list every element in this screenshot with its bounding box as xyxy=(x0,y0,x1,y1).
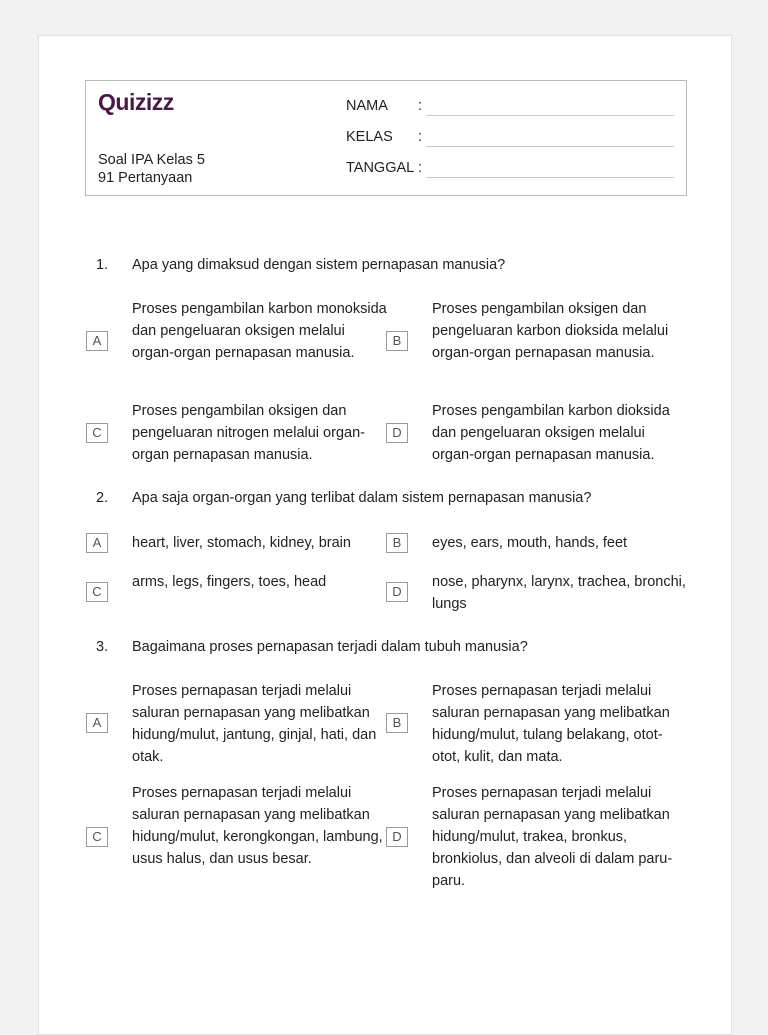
question-text: Bagaimana proses pernapasan terjadi dalam tubuh manusia? xyxy=(132,639,528,655)
option-letter-b[interactable]: B xyxy=(386,331,408,351)
date-line xyxy=(426,177,674,178)
name-field xyxy=(346,98,423,114)
worksheet-info xyxy=(98,151,205,187)
class-label: KELAS xyxy=(346,129,393,145)
option-text-d: nose, pharynx, larynx, trachea, bronchi, lungs xyxy=(432,574,686,612)
worksheet-header xyxy=(85,80,687,196)
option-text-b: Proses pengambilan oksigen dan pengeluaran karbon dioksida melalui organ-organ pernapasan manusia. xyxy=(432,301,669,361)
option-text-d: Proses pengambilan karbon dioksida dan pengeluaran oksigen melalui organ-organ pernapasan manusia. xyxy=(432,403,670,463)
worksheet-page xyxy=(38,35,732,1035)
option-text-c: Proses pengambilan oksigen dan pengeluaran nitrogen melalui organ-organ pernapasan manusia. xyxy=(132,403,365,463)
option-text-c: Proses pernapasan terjadi melalui saluran pernapasan yang melibatkan hidung/mulut, kerongkongan, lambung, usus halus, dan usus besar. xyxy=(132,785,383,867)
option-letter-d[interactable]: D xyxy=(386,423,408,443)
question-number: 3. xyxy=(96,639,109,655)
class-field xyxy=(346,129,423,145)
option-letter-c[interactable]: C xyxy=(86,423,108,443)
option-letter-b[interactable]: B xyxy=(386,713,408,733)
date-label: TANGGAL xyxy=(346,160,415,176)
option-text-b: eyes, ears, mouth, hands, feet xyxy=(432,535,628,551)
option-letter-a[interactable]: A xyxy=(86,533,108,553)
date-field xyxy=(346,160,423,176)
name-label: NAMA xyxy=(346,98,388,114)
option-letter-c[interactable]: C xyxy=(86,582,108,602)
option-text-a: Proses pengambilan karbon monoksida dan pengeluaran oksigen melalui organ-organ pernapasan manusia. xyxy=(132,301,387,361)
option-letter-b[interactable]: B xyxy=(386,533,408,553)
question-text: Apa saja organ-organ yang terlibat dalam sistem pernapasan manusia? xyxy=(132,490,592,506)
option-text-d: Proses pernapasan terjadi melalui saluran pernapasan yang melibatkan hidung/mulut, trakea, bronkus, bronkiolus, dan alveoli di dalam paru-paru. xyxy=(432,785,673,889)
option-text-a: heart, liver, stomach, kidney, brain xyxy=(132,535,351,551)
question-text: Apa yang dimaksud dengan sistem pernapasan manusia? xyxy=(132,257,506,273)
name-line xyxy=(426,115,674,116)
option-text-a: Proses pernapasan terjadi melalui saluran pernapasan yang melibatkan hidung/mulut, jantung, ginjal, hati, dan otak. xyxy=(132,683,377,765)
option-letter-c[interactable]: C xyxy=(86,827,108,847)
option-letter-a[interactable]: A xyxy=(86,331,108,351)
date-colon: : xyxy=(418,160,423,176)
option-letter-d[interactable]: D xyxy=(386,827,408,847)
class-colon: : xyxy=(418,129,423,145)
option-letter-d[interactable]: D xyxy=(386,582,408,602)
subject-title: Soal IPA Kelas 5 xyxy=(98,152,205,168)
option-text-b: Proses pernapasan terjadi melalui saluran pernapasan yang melibatkan hidung/mulut, tulang belakang, otot-otot, kulit, dan mata. xyxy=(432,683,670,765)
option-letter-a[interactable]: A xyxy=(86,713,108,733)
class-line xyxy=(426,146,674,147)
question-number: 1. xyxy=(96,257,109,273)
question-number: 2. xyxy=(96,490,109,506)
quizizz-logo: Quizizz xyxy=(98,89,174,115)
option-text-c: arms, legs, fingers, toes, head xyxy=(132,574,327,590)
question-count: 91 Pertanyaan xyxy=(98,170,193,186)
name-colon: : xyxy=(418,98,423,114)
